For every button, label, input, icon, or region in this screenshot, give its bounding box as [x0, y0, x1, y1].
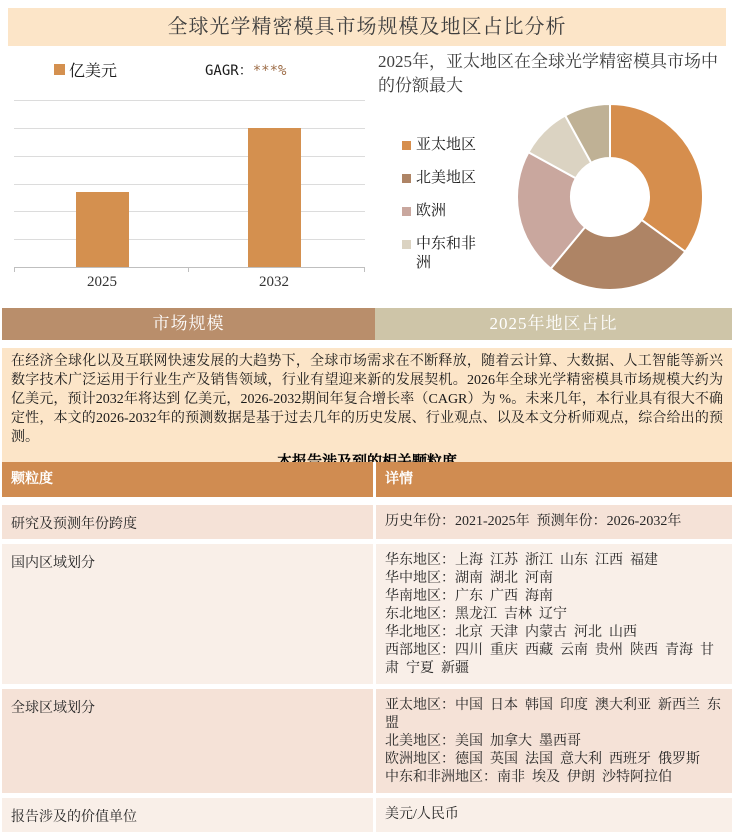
legend-label: 北美地区: [416, 170, 477, 186]
granularity-table: [2, 462, 732, 837]
table-body: [2, 505, 732, 832]
legend-item-中东和非洲: [402, 235, 480, 273]
detail-line: 北美地区：美国 加拿大 墨西哥: [385, 734, 581, 749]
row-label-cell: 研究及预测年份跨度: [2, 505, 373, 539]
detail-line: 欧洲地区：德国 英国 法国 意大利 西班牙 俄罗斯: [385, 752, 700, 767]
donut-legend: [402, 136, 480, 287]
detail-line: 历史年份：2021-2025年 预测年份：2026-2032年: [385, 514, 682, 529]
gridline: [14, 100, 365, 101]
detail-line: 东北地区：黑龙江 吉林 辽宁: [385, 607, 567, 622]
legend-item-北美地区: [402, 169, 480, 188]
cagr-annotation: [205, 60, 286, 80]
bar-plot-area: [14, 100, 365, 290]
detail-line: 亚太地区：中国 日本 韩国 印度 澳大利亚 新西兰 东盟: [385, 698, 721, 731]
legend-swatch-icon: [402, 240, 411, 249]
axis-tick: [364, 268, 365, 272]
row-detail-cell: [376, 505, 732, 539]
legend-label: 亚太地区: [416, 137, 477, 153]
bar-2032: [248, 128, 301, 267]
row-detail-cell: [376, 689, 732, 793]
legend-item-欧洲: [402, 202, 480, 221]
table-header-detail: 详情: [376, 462, 732, 497]
detail-line: 华中地区：湖南 湖北 河南: [385, 571, 553, 586]
tab-region-share[interactable]: 2025年地区占比: [375, 308, 732, 340]
row-label-cell: 报告涉及的价值单位: [2, 798, 373, 832]
row-label-cell: 国内区域划分: [2, 544, 373, 684]
legend-label: 中东和非洲: [416, 236, 477, 271]
axis-tick: [188, 268, 189, 272]
legend-swatch-icon: [402, 174, 411, 183]
legend-swatch-icon: [402, 207, 411, 216]
x-tick-label: 2032: [259, 274, 289, 290]
table-header-granularity: 颗粒度: [2, 462, 373, 497]
bar-2025: [76, 192, 129, 267]
row-detail-cell: [376, 544, 732, 684]
gridline: [14, 239, 365, 240]
bar-chart-legend: [54, 58, 117, 81]
table-row: [2, 505, 732, 539]
detail-line: 华南地区：广东 广西 海南: [385, 589, 553, 604]
section-tabs: [2, 308, 732, 340]
gridline: [14, 156, 365, 157]
gridline: [14, 128, 365, 129]
tab-market-size[interactable]: 市场规模: [2, 308, 375, 340]
detail-line: 西部地区：四川 重庆 西藏 云南 贵州 陕西 青海 甘肃 宁夏 新疆: [385, 643, 714, 676]
summary-block: [2, 348, 732, 462]
cagr-value: ***%: [252, 63, 287, 79]
table-row: [2, 689, 732, 793]
gridline: [14, 211, 365, 212]
summary-paragraph: 在经济全球化以及互联网快速发展的大趋势下，全球市场需求在不断释放，随着云计算、大数据、人工智能等新兴数字技术广泛运用于行业生产及销售领域，行业有望迎来新的发展契机。2026年全球光学精密模具市场规模大约为 亿美元，预计2032年将达到 亿美元，2026-2032期间年复合增长率（CAGR）为 %。未来几年，本行业具有很大不确定性，本文的2026-2032年的预测数据是基于过去几年的历史发展、行业观点、以及本文分析师观点，综合给出的预测。: [11, 354, 723, 445]
axis-tick: [14, 268, 15, 272]
gridline: [14, 184, 365, 185]
table-header-row: [2, 462, 732, 497]
page-title: 全球光学精密模具市场规模及地区占比分析: [8, 8, 726, 46]
x-tick-label: 2025: [87, 274, 117, 290]
row-detail-cell: [376, 798, 732, 832]
legend-item-亚太地区: [402, 136, 480, 155]
detail-line: 华东地区：上海 江苏 浙江 山东 江西 福建: [385, 553, 658, 568]
donut-chart: [515, 102, 705, 292]
cagr-prefix: GAGR：: [205, 63, 253, 79]
table-row: [2, 544, 732, 684]
legend-swatch-icon: [402, 141, 411, 150]
legend-label: 亿美元: [69, 63, 118, 80]
table-row: [2, 798, 732, 832]
legend-swatch-icon: [54, 64, 65, 75]
x-axis: [14, 267, 365, 268]
donut-slice-亚太地区: [610, 104, 703, 252]
market-size-bar-chart: [8, 46, 374, 306]
legend-label: 欧洲: [416, 203, 447, 219]
detail-line: 美元/人民币: [385, 807, 459, 822]
donut-chart-title: 2025年，亚太地区在全球光学精密模具市场中的份额最大: [378, 52, 718, 95]
detail-line: 华北地区：北京 天津 内蒙古 河北 山西: [385, 625, 637, 640]
row-label-cell: 全球区域划分: [2, 689, 373, 793]
detail-line: 中东和非洲地区：南非 埃及 伊朗 沙特阿拉伯: [385, 770, 672, 785]
